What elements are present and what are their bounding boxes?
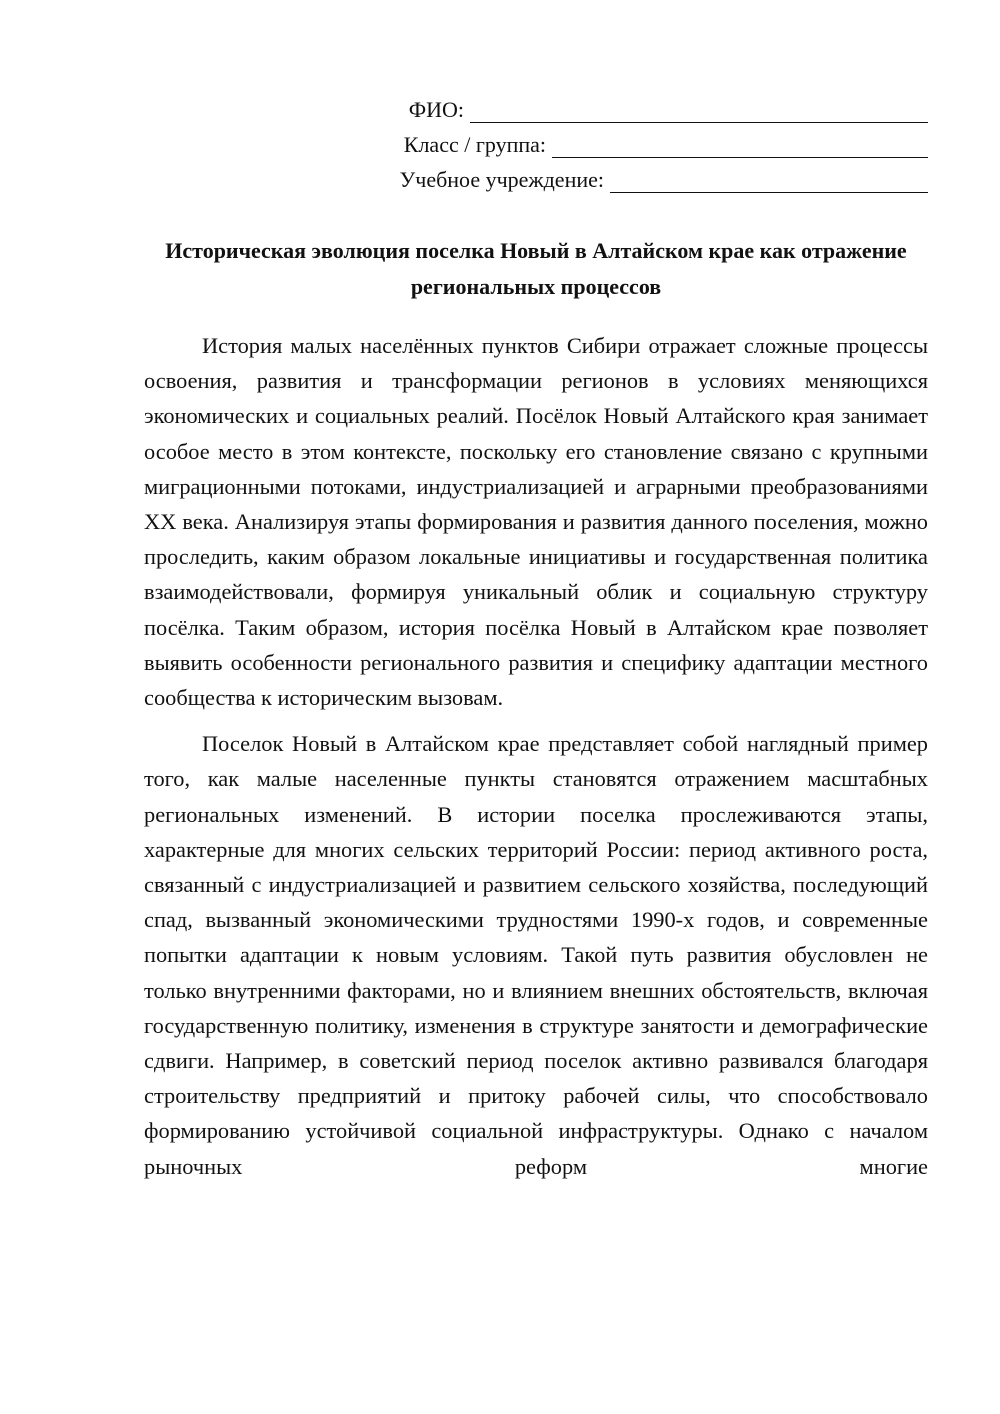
paragraph-1: История малых населённых пунктов Сибири отражает сложные процессы освоения, развития и трансформации регионов в условиях меняющихся экономических и социальных реалий. Посёлок Новый Алтайского края занимает особое место в этом контексте, поскольку его становление связано с крупными миграционными потоками, индустриализацией и аграрными преобразованиями XX века. Анализируя этапы формирования и развития данного поселения, можно проследить, каким образом локальные инициативы и государственная политика взаимодействовали, формируя уникальный облик и социальную структуру посёлка. Таким образом, история посёлка Новый в Алтайском крае позволяет выявить особенности регионального развития и специфику адаптации местного сообщества к историческим вызовам. xyxy=(144,333,928,711)
school-blank-line[interactable] xyxy=(610,168,928,193)
document-page xyxy=(144,92,928,1184)
class-blank-line[interactable] xyxy=(552,133,928,158)
fio-blank-line[interactable] xyxy=(470,98,928,123)
student-info-fields xyxy=(144,92,928,197)
school-row xyxy=(144,162,928,197)
fio-row xyxy=(144,92,928,127)
document-title: Историческая эволюция поселка Новый в Алтайском крае как отражение региональных процессов xyxy=(165,238,907,299)
school-label: Учебное учреждение: xyxy=(399,167,604,192)
class-row xyxy=(144,127,928,162)
fio-label: ФИО: xyxy=(408,97,464,122)
paragraph-2: Поселок Новый в Алтайском крае представляет собой наглядный пример того, как малые населенные пункты становятся отражением масштабных региональных изменений. В истории поселка прослеживаются этапы, характерные для многих сельских территорий России: период активного роста, связанный с индустриализацией и развитием сельского хозяйства, последующий спад, вызванный экономическими трудностями 1990-х годов, и современные попытки адаптации к новым условиям. Такой путь развития обусловлен не только внутренними факторами, но и влиянием внешних обстоятельств, включая государственную политику, изменения в структуре занятости и демографические сдвиги. Например, в советский период поселок активно развивался благодаря строительству предприятий и притоку рабочей силы, что способствовало формированию устойчивой социальной инфраструктуры. Однако с началом рыночных реформ многие xyxy=(144,731,928,1179)
class-label: Класс / группа: xyxy=(403,132,546,157)
document-body xyxy=(144,328,928,1184)
